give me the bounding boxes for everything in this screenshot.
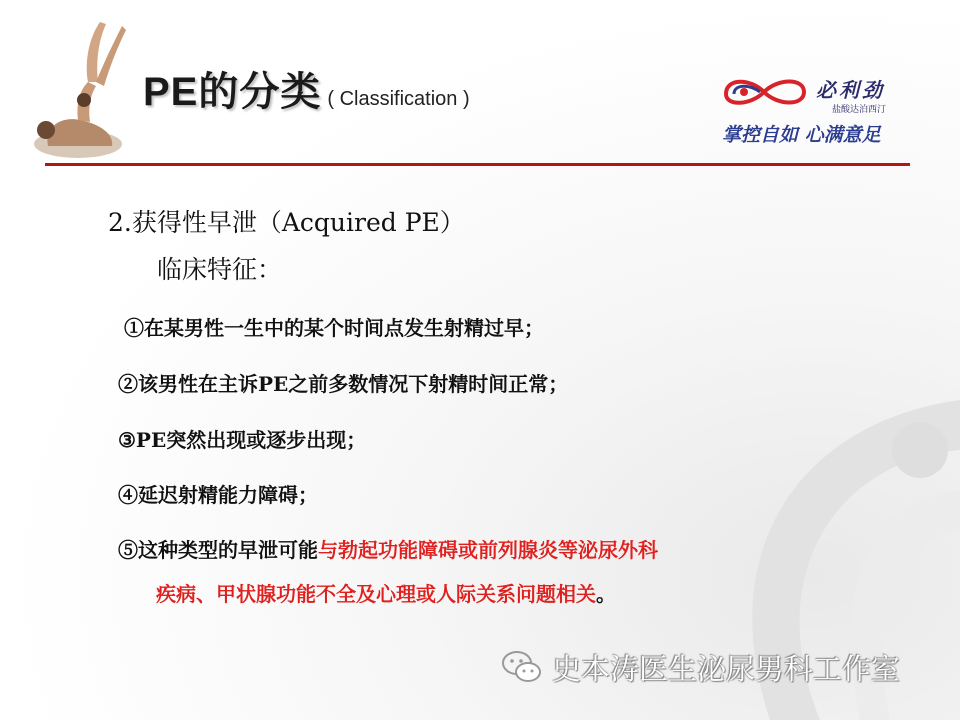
list-item-highlight: 与勃起功能障碍或前列腺炎等泌尿外科 — [318, 538, 658, 562]
watermark — [500, 645, 900, 689]
list-item-suffix: 。 — [596, 582, 616, 606]
watermark-text: 史本涛医生泌尿男科工作室 — [552, 651, 901, 686]
infinity-logo-icon — [720, 72, 812, 112]
section-subheading: 临床特征： — [157, 255, 283, 284]
list-item: ④延迟射精能力障碍； — [118, 483, 318, 507]
acrobatic-couple-figure — [18, 16, 148, 166]
wechat-icon — [500, 647, 544, 687]
brand-slogan: 掌控自如 心满意足 — [722, 124, 881, 146]
slide-title — [143, 60, 470, 117]
list-item — [118, 534, 658, 563]
slide-title-main: PE的分类 — [143, 70, 322, 114]
brand-block — [720, 72, 930, 152]
section-heading: 2.获得性早泄（Acquired PE） — [108, 208, 465, 237]
slide-title-sub: ( Classification ) — [327, 88, 470, 110]
list-item: ③PE突然出现或逐步出现； — [118, 428, 367, 452]
header-divider — [45, 163, 910, 166]
brand-generic-name: 盐酸达泊西汀 — [832, 105, 887, 115]
brand-name: 必利劲 — [816, 78, 885, 102]
list-item: ②该男性在主诉PE之前多数情况下射精时间正常； — [118, 372, 569, 396]
list-item: ①在某男性一生中的某个时间点发生射精过早； — [124, 316, 544, 340]
list-item-continuation — [156, 578, 616, 607]
list-item-highlight: 疾病、甲状腺功能不全及心理或人际关系问题相关 — [156, 582, 596, 606]
list-item-prefix: ⑤这种类型的早泄可能 — [118, 538, 318, 562]
